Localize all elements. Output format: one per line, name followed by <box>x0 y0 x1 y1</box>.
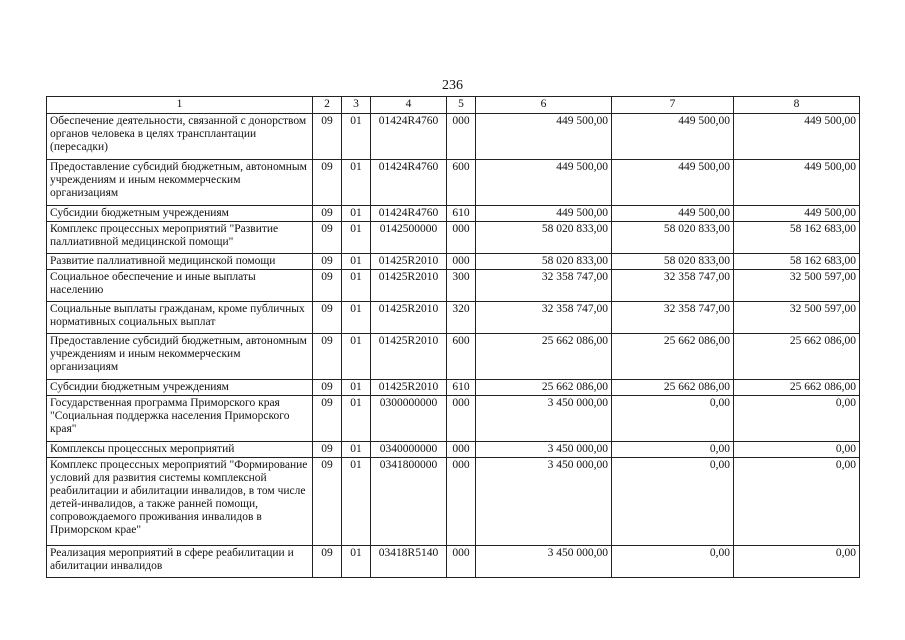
amount-cell-col7: 0,00 <box>612 396 734 442</box>
target-article-cell: 0300000000 <box>371 396 447 442</box>
target-article-cell: 01424R4760 <box>371 206 447 222</box>
column-header: 5 <box>447 97 476 114</box>
page-number: 236 <box>442 78 463 93</box>
row-name-cell: Реализация мероприятий в сфере реабилитации и абилитации инвалидов <box>47 546 313 578</box>
section-code-cell: 09 <box>313 458 342 546</box>
subsection-code-cell: 01 <box>342 254 371 270</box>
amount-cell-col6: 3 450 000,00 <box>476 396 612 442</box>
subsection-code-cell: 01 <box>342 380 371 396</box>
section-code-cell: 09 <box>313 254 342 270</box>
section-code-cell: 09 <box>313 302 342 334</box>
amount-cell-col8: 58 162 683,00 <box>734 254 860 270</box>
table-row <box>47 160 860 206</box>
row-name-cell: Социальные выплаты гражданам, кроме публичных нормативных социальных выплат <box>47 302 313 334</box>
amount-cell-col8: 449 500,00 <box>734 206 860 222</box>
amount-cell-col7: 0,00 <box>612 442 734 458</box>
amount-cell-col6: 58 020 833,00 <box>476 254 612 270</box>
expense-type-cell: 000 <box>447 254 476 270</box>
section-code-cell: 09 <box>313 334 342 380</box>
table-row <box>47 222 860 254</box>
column-header: 2 <box>313 97 342 114</box>
amount-cell-col7: 25 662 086,00 <box>612 380 734 396</box>
row-name-cell: Обеспечение деятельности, связанной с донорством органов человека в целях трансплантации (пересадки) <box>47 114 313 160</box>
row-name-cell: Развитие паллиативной медицинской помощи <box>47 254 313 270</box>
row-name-cell: Предоставление субсидий бюджетным, автономным учреждениям и иным некоммерческим организациям <box>47 334 313 380</box>
subsection-code-cell: 01 <box>342 546 371 578</box>
target-article-cell: 0341800000 <box>371 458 447 546</box>
subsection-code-cell: 01 <box>342 396 371 442</box>
section-code-cell: 09 <box>313 160 342 206</box>
target-article-cell: 01425R2010 <box>371 380 447 396</box>
table-row <box>47 114 860 160</box>
amount-cell-col7: 449 500,00 <box>612 160 734 206</box>
subsection-code-cell: 01 <box>342 302 371 334</box>
table-row <box>47 458 860 546</box>
amount-cell-col8: 0,00 <box>734 458 860 546</box>
row-name-cell: Комплекс процессных мероприятий "Формирование условий для развития системы комплексной реабилитации и абилитации инвалидов, в том числе детей-инвалидов, а также ранней помощи, сопровождаемого проживания инвалидов в Приморском крае" <box>47 458 313 546</box>
target-article-cell: 01424R4760 <box>371 160 447 206</box>
section-code-cell: 09 <box>313 396 342 442</box>
amount-cell-col7: 58 020 833,00 <box>612 254 734 270</box>
amount-cell-col6: 32 358 747,00 <box>476 302 612 334</box>
column-header: 1 <box>47 97 313 114</box>
amount-cell-col6: 449 500,00 <box>476 114 612 160</box>
expense-type-cell: 610 <box>447 380 476 396</box>
amount-cell-col7: 25 662 086,00 <box>612 334 734 380</box>
row-name-cell: Субсидии бюджетным учреждениям <box>47 380 313 396</box>
section-code-cell: 09 <box>313 114 342 160</box>
subsection-code-cell: 01 <box>342 206 371 222</box>
amount-cell-col7: 449 500,00 <box>612 114 734 160</box>
budget-table <box>46 96 860 578</box>
amount-cell-col6: 25 662 086,00 <box>476 334 612 380</box>
table-row <box>47 334 860 380</box>
amount-cell-col7: 32 358 747,00 <box>612 270 734 302</box>
amount-cell-col6: 32 358 747,00 <box>476 270 612 302</box>
subsection-code-cell: 01 <box>342 160 371 206</box>
amount-cell-col8: 449 500,00 <box>734 160 860 206</box>
column-header: 3 <box>342 97 371 114</box>
table-row <box>47 206 860 222</box>
amount-cell-col7: 58 020 833,00 <box>612 222 734 254</box>
amount-cell-col7: 449 500,00 <box>612 206 734 222</box>
expense-type-cell: 000 <box>447 396 476 442</box>
subsection-code-cell: 01 <box>342 334 371 380</box>
column-header: 6 <box>476 97 612 114</box>
target-article-cell: 01425R2010 <box>371 254 447 270</box>
target-article-cell: 0340000000 <box>371 442 447 458</box>
section-code-cell: 09 <box>313 380 342 396</box>
table-row <box>47 380 860 396</box>
amount-cell-col8: 25 662 086,00 <box>734 380 860 396</box>
subsection-code-cell: 01 <box>342 458 371 546</box>
amount-cell-col6: 449 500,00 <box>476 160 612 206</box>
expense-type-cell: 600 <box>447 334 476 380</box>
section-code-cell: 09 <box>313 546 342 578</box>
table-row <box>47 396 860 442</box>
expense-type-cell: 000 <box>447 114 476 160</box>
amount-cell-col8: 0,00 <box>734 546 860 578</box>
expense-type-cell: 000 <box>447 222 476 254</box>
amount-cell-col6: 58 020 833,00 <box>476 222 612 254</box>
column-header: 7 <box>612 97 734 114</box>
table-row <box>47 546 860 578</box>
table-row <box>47 270 860 302</box>
table-row <box>47 254 860 270</box>
expense-type-cell: 320 <box>447 302 476 334</box>
amount-cell-col8: 0,00 <box>734 442 860 458</box>
table-row <box>47 302 860 334</box>
amount-cell-col6: 449 500,00 <box>476 206 612 222</box>
amount-cell-col7: 0,00 <box>612 546 734 578</box>
amount-cell-col8: 0,00 <box>734 396 860 442</box>
amount-cell-col7: 0,00 <box>612 458 734 546</box>
section-code-cell: 09 <box>313 222 342 254</box>
amount-cell-col8: 32 500 597,00 <box>734 302 860 334</box>
header-row <box>47 97 860 114</box>
amount-cell-col8: 449 500,00 <box>734 114 860 160</box>
amount-cell-col6: 3 450 000,00 <box>476 442 612 458</box>
section-code-cell: 09 <box>313 270 342 302</box>
target-article-cell: 03418R5140 <box>371 546 447 578</box>
subsection-code-cell: 01 <box>342 114 371 160</box>
column-header: 4 <box>371 97 447 114</box>
amount-cell-col8: 58 162 683,00 <box>734 222 860 254</box>
target-article-cell: 01425R2010 <box>371 270 447 302</box>
subsection-code-cell: 01 <box>342 222 371 254</box>
row-name-cell: Государственная программа Приморского края "Социальная поддержка населения Приморского края" <box>47 396 313 442</box>
row-name-cell: Социальное обеспечение и иные выплаты населению <box>47 270 313 302</box>
expense-type-cell: 600 <box>447 160 476 206</box>
amount-cell-col6: 3 450 000,00 <box>476 458 612 546</box>
target-article-cell: 01425R2010 <box>371 302 447 334</box>
row-name-cell: Комплекс процессных мероприятий "Развитие паллиативной медицинской помощи" <box>47 222 313 254</box>
row-name-cell: Субсидии бюджетным учреждениям <box>47 206 313 222</box>
subsection-code-cell: 01 <box>342 270 371 302</box>
section-code-cell: 09 <box>313 442 342 458</box>
row-name-cell: Предоставление субсидий бюджетным, автономным учреждениям и иным некоммерческим организациям <box>47 160 313 206</box>
target-article-cell: 01425R2010 <box>371 334 447 380</box>
expense-type-cell: 610 <box>447 206 476 222</box>
table-row <box>47 442 860 458</box>
expense-type-cell: 000 <box>447 546 476 578</box>
row-name-cell: Комплексы процессных мероприятий <box>47 442 313 458</box>
section-code-cell: 09 <box>313 206 342 222</box>
amount-cell-col6: 3 450 000,00 <box>476 546 612 578</box>
target-article-cell: 01424R4760 <box>371 114 447 160</box>
expense-type-cell: 300 <box>447 270 476 302</box>
amount-cell-col7: 32 358 747,00 <box>612 302 734 334</box>
amount-cell-col6: 25 662 086,00 <box>476 380 612 396</box>
subsection-code-cell: 01 <box>342 442 371 458</box>
expense-type-cell: 000 <box>447 458 476 546</box>
amount-cell-col8: 25 662 086,00 <box>734 334 860 380</box>
target-article-cell: 0142500000 <box>371 222 447 254</box>
column-header: 8 <box>734 97 860 114</box>
amount-cell-col8: 32 500 597,00 <box>734 270 860 302</box>
expense-type-cell: 000 <box>447 442 476 458</box>
